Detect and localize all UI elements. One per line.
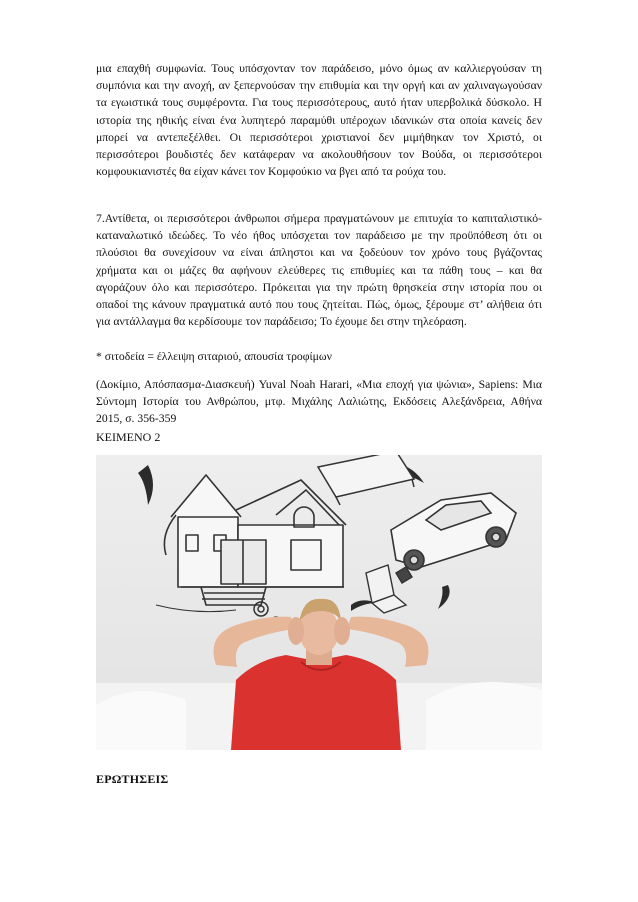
paragraph-7 bbox=[96, 210, 542, 330]
paragraph-1 bbox=[96, 60, 542, 180]
footnote bbox=[96, 348, 542, 365]
illustration-svg bbox=[96, 455, 542, 750]
citation bbox=[96, 376, 542, 428]
section-heading: ΚΕΙΜΕΝΟ 2 bbox=[96, 430, 161, 444]
footnote-text: * σιτοδεία = έλλειψη σιταριού, απουσία τροφίμων bbox=[96, 350, 332, 363]
paragraph-7-text: 7.Αντίθετα, οι περισσότεροι άνθρωποι σήμερα πραγματώνουν με επιτυχία το καπιταλιστικό-καταναλωτικό ιδεώδες. Το νέο ήθος υπόσχεται τον παράδεισο με την προϋπόθεση ότι οι πλούσιοι θα συνεχίσουν να είναι άπληστοι και να ξοδεύουν τον χρόνο τους βγάζοντας χρήματα και οι μάζες θα αφήνουν ελεύθερες τις επιθυμίες και τα πάθη τους – και θα αγοράζουν όλο και περισσότερο. Πρόκειται για την πρώτη θρησκεία στην ιστορία που οι οπαδοί της κάνουν πραγματικά αυτό που τους ζητείται. Πώς, όμως, ξέρουμε στ’ αλήθεια ότι για αντάλλαγμα θα κερδίσουμε τον παράδεισο; Το έχουμε δει στην τηλεόραση. bbox=[96, 212, 542, 329]
paragraph-1-text: μια επαχθή συμφωνία. Τους υπόσχονταν τον παράδεισο, μόνο όμως αν καλλιεργούσαν τη συμπόνια και την ανοχή, αν ξεπερνούσαν την επιθυμία και την οργή και αν χαλιναγωγούσαν τα εγωιστικά τους συμφέροντα. Για τους περισσότερους, αυτό ήταν υπερβολικά δύσκολο. Η ιστορία της ηθικής είναι ένα λυπητερό παραμύθι υπέροχων ιδανικών στα οποία κανείς δεν μπορεί να αντεπεξέλθει. Οι περισσότεροι χριστιανοί δεν μιμήθηκαν τον Χριστό, οι περισσότεροι βουδιστές δεν κατάφεραν να ακολουθήσουν τον Βούδα, οι περισσότεροι κομφουκιανιστές θα είχαν κάνει τον Κομφούκιο να βγει από τα ρούχα του. bbox=[96, 62, 542, 179]
questions-heading: ΕΡΩΤΗΣΕΙΣ bbox=[96, 772, 169, 786]
illustration-image bbox=[96, 455, 542, 750]
citation-text: (Δοκίμιο, Απόσπασμα-Διασκευή) Yuval Noah Harari, «Μια εποχή για ψώνια», Sapiens: Μια Σύντομη Ιστορία του Ανθρώπου, μτφ. Μιχάλης Λαλιώτης, Εκδόσεις Αλεξάνδρεια, Αθήνα 2015, σ. 356-359 bbox=[96, 378, 542, 426]
